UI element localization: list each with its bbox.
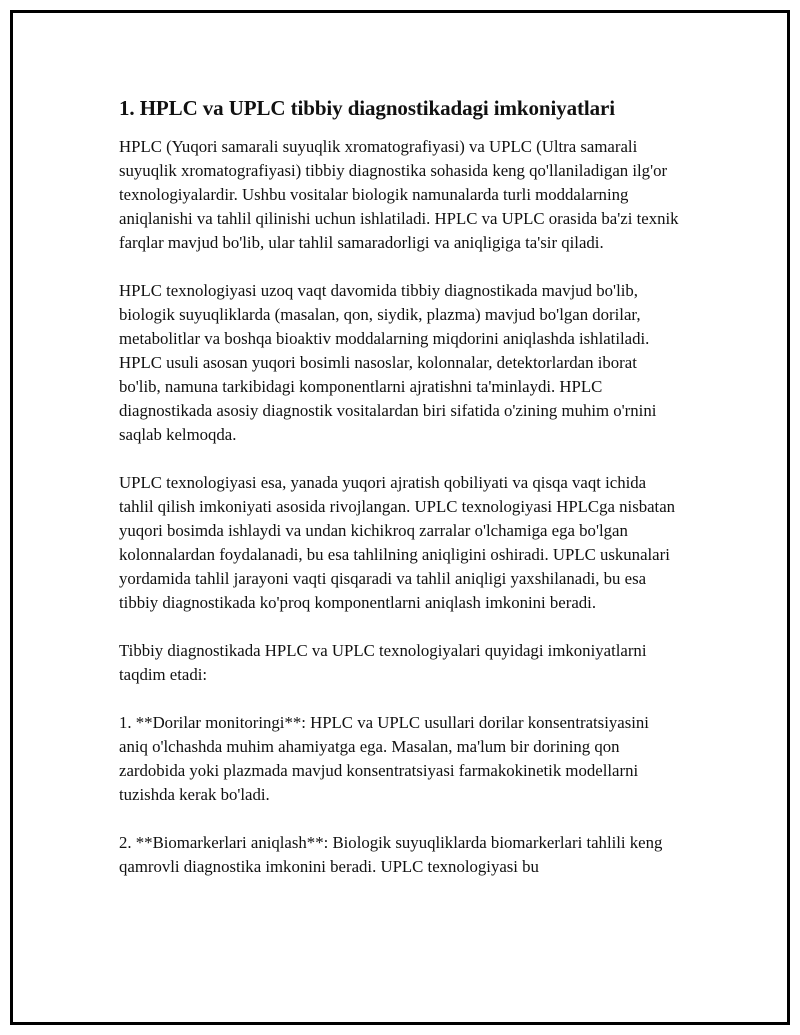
- document-page: [10, 10, 790, 1025]
- document-title: 1. HPLC va UPLC tibbiy diagnostikadagi imkoniyatlari: [119, 96, 615, 120]
- list-item-drug-monitoring: 1. **Dorilar monitoringi**: HPLC va UPLC usullari dorilar konsentratsiyasini aniq o'lchashda muhim ahamiyatga ega. Masalan, ma'lum bir dorining qon zardobida yoki plazmada mavjud konsentratsiyasi farmakokinetik modellarni tuzishda kerak bo'ladi.: [119, 713, 649, 804]
- paragraph-intro: HPLC (Yuqori samarali suyuqlik xromatografiyasi) va UPLC (Ultra samarali suyuqlik xromatografiyasi) tibbiy diagnostika sohasida keng qo'llaniladigan ilg'or texnologiyalardir. Ushbu vositalar biologik namunalarda turli moddalarning aniqlanishi va tahlil qilinishi uchun ishlatiladi. HPLC va UPLC orasida ba'zi texnik farqlar mavjud bo'lib, ular tahlil samaradorligi va aniqligiga ta'sir qiladi.: [119, 137, 679, 252]
- list-item-biomarkers: 2. **Biomarkerlari aniqlash**: Biologik suyuqliklarda biomarkerlari tahlili keng qamrovli diagnostika imkonini beradi. UPLC texnologiyasi bu: [119, 833, 663, 876]
- document-body: [119, 91, 679, 903]
- paragraph-capabilities-intro: Tibbiy diagnostikada HPLC va UPLC texnologiyalari quyidagi imkoniyatlarni taqdim etadi:: [119, 641, 647, 684]
- paragraph-hplc: HPLC texnologiyasi uzoq vaqt davomida tibbiy diagnostikada mavjud bo'lib, biologik suyuqliklarda (masalan, qon, siydik, plazma) mavjud bo'lgan dorilar, metabolitlar va boshqa bioaktiv moddalarning miqdorini aniqlashda ishlatiladi. HPLC usuli asosan yuqori bosimli nasoslar, kolonnalar, detektorlardan iborat bo'lib, namuna tarkibidagi komponentlarni ajratishni ta'minlaydi. HPLC diagnostikada asosiy diagnostik vositalardan biri sifatida o'zining muhim o'rnini saqlab kelmoqda.: [119, 281, 657, 444]
- paragraph-uplc: UPLC texnologiyasi esa, yanada yuqori ajratish qobiliyati va qisqa vaqt ichida tahlil qilish imkoniyati asosida rivojlangan. UPLC texnologiyasi HPLCga nisbatan yuqori bosimda ishlaydi va undan kichikroq zarralar o'lchamiga ega bo'lgan kolonnalardan foydalanadi, bu esa tahlilning aniqligini oshiradi. UPLC uskunalari yordamida tahlil jarayoni vaqti qisqaradi va tahlil aniqligi yaxshilanadi, bu esa tibbiy diagnostikada ko'proq komponentlarni aniqlash imkonini beradi.: [119, 473, 676, 612]
